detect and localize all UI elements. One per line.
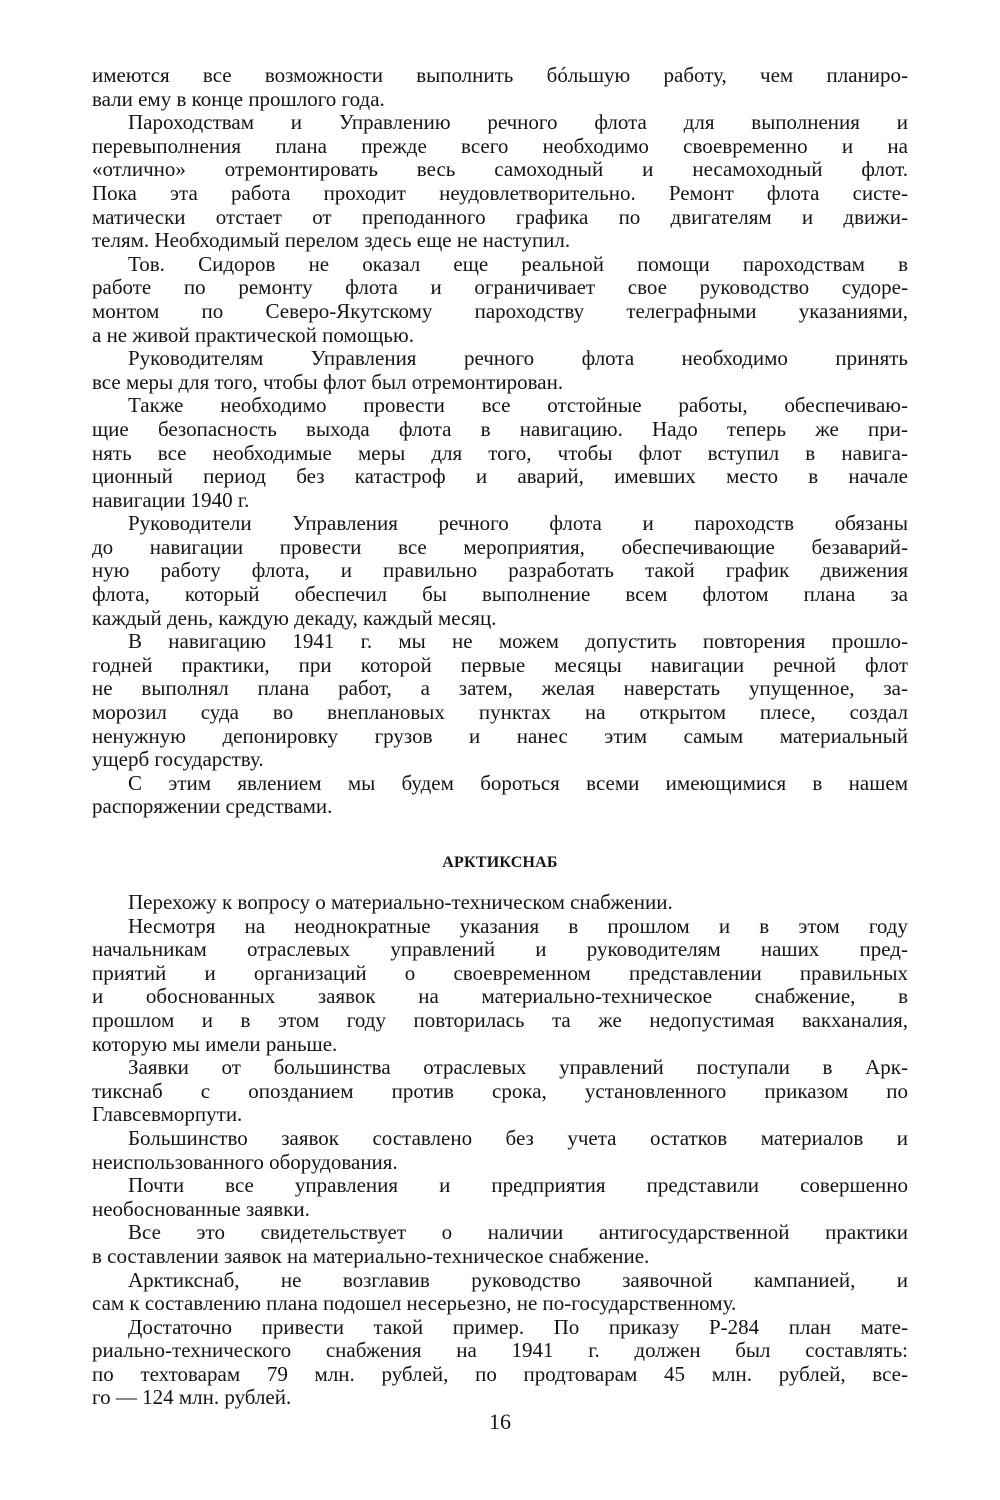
text-line: Заявки от большинства отраслевых управлений поступали в Арк-	[128, 1055, 908, 1080]
text-line: неиспользованного оборудования.	[92, 1149, 398, 1174]
text-line: годней практики, при которой первые месяцы навигации речной флот	[92, 652, 908, 677]
paragraph	[92, 1056, 908, 1127]
paragraph	[92, 1174, 908, 1221]
text-line: риально-технического снабжения на 1941 г. должен был составлять:	[92, 1338, 908, 1363]
text-line: сам к составлению плана подошел несерьезно, не по-государственному.	[92, 1291, 737, 1316]
section-heading: АРКТИКСНАБ	[442, 854, 558, 871]
text-line: Достаточно привести такой пример. По приказу Р-284 план мате-	[128, 1314, 908, 1339]
text-line: распоряжении средствами.	[92, 794, 333, 819]
text-line: монтом по Северо-Якутскому пароходству телеграфными указаниями,	[92, 298, 908, 323]
paragraph	[92, 394, 908, 512]
text-line: Большинство заявок составлено без учета остатков материалов и	[128, 1125, 908, 1150]
paragraph	[92, 1316, 908, 1410]
document-page	[92, 64, 908, 1410]
text-line: необоснованные заявки.	[92, 1196, 310, 1221]
text-line: Почти все управления и предприятия представили совершенно	[128, 1173, 908, 1198]
paragraph	[92, 630, 908, 772]
text-line: Пароходствам и Управлению речного флота для выполнения и	[128, 110, 908, 135]
text-line: Несмотря на неоднократные указания в прошлом и в этом году	[128, 913, 908, 938]
text-line: а не живой практической помощью.	[92, 322, 414, 347]
paragraph	[92, 1221, 908, 1268]
paragraph	[92, 347, 908, 394]
text-line: и обоснованных заявок на материально-техническое снабжение, в	[92, 984, 908, 1009]
text-line: начальникам отраслевых управлений и руководителям наших пред-	[92, 937, 908, 962]
paragraph	[92, 111, 908, 253]
text-line: не выполнял плана работ, а затем, желая наверстать упущенное, за-	[92, 676, 908, 701]
text-line: навигации 1940 г.	[92, 487, 250, 512]
paragraph	[92, 772, 908, 819]
text-line: до навигации провести все мероприятия, обеспечивающие безаварий-	[92, 534, 908, 559]
text-line: В навигацию 1941 г. мы не можем допустить повторения прошло-	[128, 629, 908, 654]
text-line: приятий и организаций о своевременном представлении правильных	[92, 960, 908, 985]
text-line: морозил суда во внеплановых пунктах на открытом плесе, создал	[92, 700, 908, 725]
text-line: Главсевморпути.	[92, 1102, 243, 1127]
text-line: перевыполнения плана прежде всего необходимо своевременно и на	[92, 133, 908, 158]
text-line: по техтоварам 79 млн. рублей, по продтоварам 45 млн. рублей, все-	[92, 1361, 908, 1386]
text-line: Пока эта работа проходит неудовлетворительно. Ремонт флота систе-	[92, 180, 908, 205]
text-line: все меры для того, чтобы флот был отремонтирован.	[92, 369, 564, 394]
text-line: флота, который обеспечил бы выполнение всем флотом плана за	[92, 582, 908, 607]
text-line: ущерб государству.	[92, 747, 264, 772]
text-line: Руководители Управления речного флота и пароходств обязаны	[128, 511, 908, 536]
text-line: телям. Необходимый перелом здесь еще не наступил.	[92, 228, 571, 253]
paragraph	[92, 253, 908, 347]
paragraph	[92, 1127, 908, 1174]
text-line: Перехожу к вопросу о материально-техническом снабжении.	[128, 890, 673, 914]
section-river-fleet	[92, 64, 908, 819]
text-line: «отлично» отремонтировать весь самоходный и несамоходный флот.	[92, 157, 908, 182]
text-line: ционный период без катастроф и аварий, имевших место в начале	[92, 464, 908, 489]
text-line: матически отстает от преподанного графика по двигателям и движи-	[92, 204, 908, 229]
paragraph	[92, 915, 908, 1057]
text-line: Арктикснаб, не возглавив руководство заявочной кампанией, и	[128, 1267, 908, 1292]
section-arktiksnab	[92, 891, 908, 1410]
text-line: которую мы имели раньше.	[92, 1031, 338, 1056]
text-line: нять все необходимые меры для того, чтобы флот вступил в навига-	[92, 440, 908, 465]
text-line: С этим явлением мы будем бороться всеми имеющимися в нашем	[128, 770, 908, 795]
text-line: ную работу флота, и правильно разработать такой график движения	[92, 558, 908, 583]
text-line: Также необходимо провести все отстойные работы, обеспечиваю-	[128, 393, 908, 418]
text-line: имеются все возможности выполнить бóльшую работу, чем планиро-	[92, 63, 908, 87]
page-number: 16	[489, 1409, 511, 1434]
text-line: вали ему в конце прошлого года.	[92, 86, 385, 111]
paragraph	[92, 512, 908, 630]
text-line: ненужную депонировку грузов и нанес этим самым материальный	[92, 723, 908, 748]
text-line: тикснаб с опозданием против срока, установленного приказом по	[92, 1078, 908, 1103]
paragraph	[92, 64, 908, 111]
paragraph	[92, 1269, 908, 1316]
text-line: каждый день, каждую декаду, каждый месяц.	[92, 605, 497, 630]
text-line: го — 124 млн. рублей.	[92, 1385, 292, 1410]
text-line: прошлом и в этом году повторилась та же недопустимая вакханалия,	[92, 1007, 908, 1032]
paragraph	[92, 891, 908, 915]
text-line: Тов. Сидоров не оказал еще реальной помощи пароходствам в	[128, 251, 908, 276]
text-line: в составлении заявок на материально-техническое снабжение.	[92, 1243, 650, 1268]
text-line: работе по ремонту флота и ограничивает свое руководство судоре-	[92, 275, 908, 300]
text-line: щие безопасность выхода флота в навигацию. Надо теперь же при-	[92, 416, 908, 441]
text-line: Руководителям Управления речного флота необходимо принять	[128, 346, 908, 371]
text-line: Все это свидетельствует о наличии антигосударственной практики	[128, 1220, 908, 1245]
